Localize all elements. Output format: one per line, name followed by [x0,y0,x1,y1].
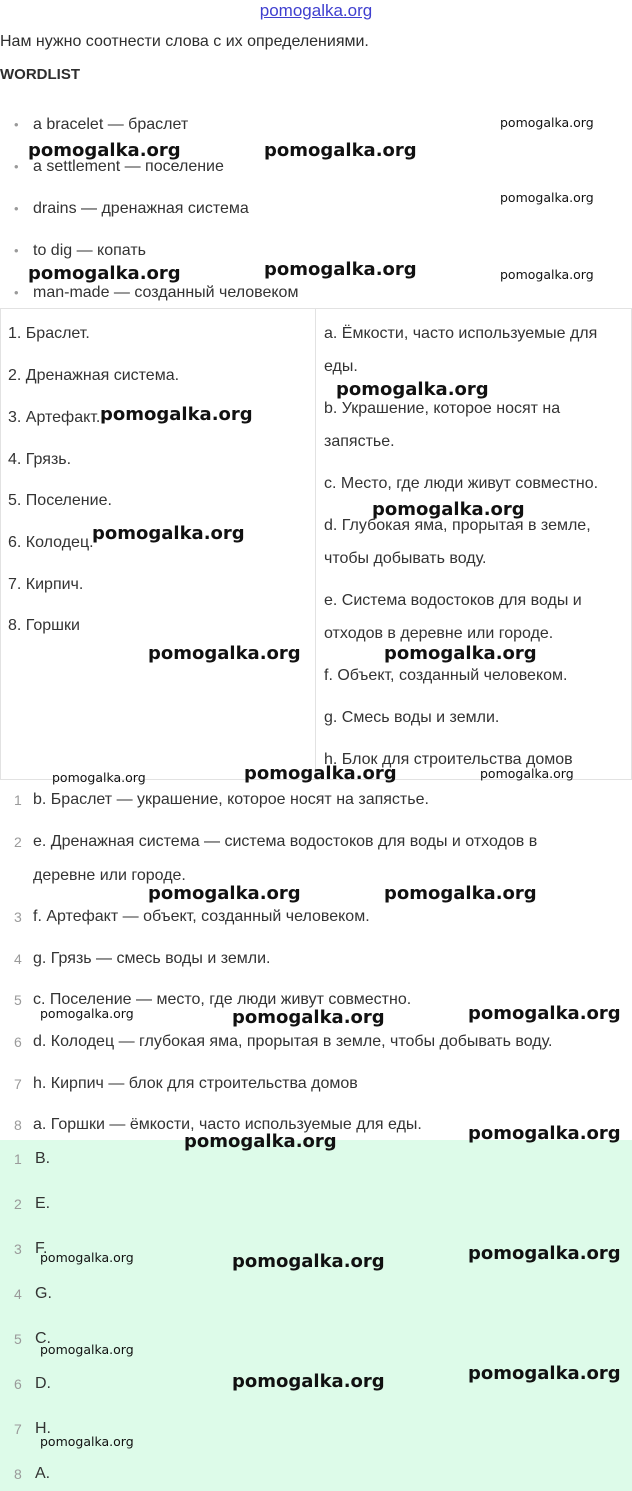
matching-right-item: h. Блок для строительства домов [324,751,573,768]
watermark: pomogalka.org [40,1434,134,1449]
matching-left-item: 8. Горшки [8,617,80,634]
watermark: pomogalka.org [40,1342,134,1357]
final-answer-number: 6 [14,1376,22,1392]
watermark: pomogalka.org [40,1006,134,1021]
final-answer-letter: H. [35,1420,51,1437]
answer-text: d. Колодец — глубокая яма, прорытая в земле, чтобы добывать воду. [33,1033,553,1050]
final-answer-row [0,1191,632,1221]
watermark: pomogalka.org [264,259,417,280]
matching-right-item: a. Ёмкости, часто используемые для еды. [324,325,598,375]
final-answer-number: 8 [14,1466,22,1482]
watermark: pomogalka.org [232,1007,385,1028]
intro-text: Нам нужно соотнести слова с их определениями. [0,33,369,50]
final-answer-number: 4 [14,1286,22,1302]
answer-text: b. Браслет — украшение, которое носят на запястье. [33,791,429,808]
watermark: pomogalka.org [500,190,594,205]
watermark: pomogalka.org [100,404,253,425]
matching-left-item: 1. Браслет. [8,325,90,342]
watermark: pomogalka.org [232,1371,385,1392]
answer-number: 4 [14,951,22,967]
answer-text: h. Кирпич — блок для строительства домов [33,1075,358,1092]
matching-left-item: 7. Кирпич. [8,576,84,593]
watermark: pomogalka.org [264,140,417,161]
answer-number: 2 [14,834,22,850]
wordlist-item: • a settlement — поселение [14,149,298,191]
matching-left-column [1,309,316,779]
answer-number: 1 [14,792,22,808]
matching-right-item: f. Объект, созданный человеком. [324,667,568,684]
answer-number: 7 [14,1076,22,1092]
matching-table [0,308,632,780]
final-answer-row [0,1461,632,1491]
matching-left-item: 4. Грязь. [8,451,72,468]
wordlist-item: • a bracelet — браслет [14,107,298,149]
watermark: pomogalka.org [28,140,181,161]
watermark: pomogalka.org [92,523,245,544]
watermark: pomogalka.org [372,499,525,520]
matching-right-item: g. Смесь воды и земли. [324,709,500,726]
watermark: pomogalka.org [184,1131,337,1152]
watermark: pomogalka.org [384,883,537,904]
matching-left-item: 3. Артефакт. [8,409,101,426]
final-answer-letter: C. [35,1330,51,1347]
final-answer-number: 5 [14,1331,22,1347]
answer-number: 6 [14,1034,22,1050]
matching-left-item: 5. Поселение. [8,492,112,509]
wordlist-item: • man-made — созданный человеком [14,275,298,317]
wordlist [14,107,298,317]
answer-text: e. Дренажная система — система водостоков для воды и отходов в деревне или городе. [33,833,538,884]
answer-text: g. Грязь — смесь воды и земли. [33,950,271,967]
final-answer-letter: B. [35,1150,51,1167]
wordlist-item: • to dig — копать [14,233,298,275]
final-answer-number: 1 [14,1151,22,1167]
answer-number: 3 [14,909,22,925]
matching-right-item: e. Система водостоков для воды и отходов в деревне или городе. [324,592,582,642]
final-answer-letter: F. [35,1240,48,1257]
final-answer-number: 2 [14,1196,22,1212]
final-answer-letter: A. [35,1465,51,1482]
watermark: pomogalka.org [468,1003,621,1024]
answer-number: 8 [14,1117,22,1133]
final-answer-letter: G. [35,1285,52,1302]
answer-number: 5 [14,992,22,1008]
watermark: pomogalka.org [384,643,537,664]
final-answer-number: 3 [14,1241,22,1257]
watermark: pomogalka.org [480,766,574,781]
watermark: pomogalka.org [232,1251,385,1272]
final-answer-letter: E. [35,1195,51,1212]
watermark: pomogalka.org [148,643,301,664]
matching-left-item: 6. Колодец. [8,534,94,551]
watermark: pomogalka.org [148,883,301,904]
final-answer-letter: D. [35,1375,51,1392]
matching-right-item: b. Украшение, которое носят на запястье. [324,400,561,450]
watermark: pomogalka.org [468,1123,621,1144]
matching-right-item: c. Место, где люди живут совместно. [324,475,599,492]
matching-left-item: 2. Дренажная система. [8,367,180,384]
watermark: pomogalka.org [468,1243,621,1264]
watermark: pomogalka.org [40,1250,134,1265]
watermark: pomogalka.org [500,115,594,130]
watermark: pomogalka.org [28,263,181,284]
wordlist-item: • drains — дренажная система [14,191,298,233]
watermark: pomogalka.org [336,379,489,400]
watermark: pomogalka.org [500,267,594,282]
watermark: pomogalka.org [52,770,146,785]
watermark: pomogalka.org [468,1363,621,1384]
answer-text: a. Горшки — ёмкости, часто используемые для еды. [33,1116,422,1133]
matching-right-item: d. Глубокая яма, прорытая в земле, чтобы добывать воду. [324,517,591,567]
final-answer-number: 7 [14,1421,22,1437]
wordlist-title: WORDLIST [0,66,80,83]
watermark: pomogalka.org [244,763,397,784]
answer-text: f. Артефакт — объект, созданный человеком. [33,908,370,925]
answer-text: c. Поселение — место, где люди живут совместно. [33,991,412,1008]
final-answer-row [0,1281,632,1311]
site-link[interactable]: pomogalka.org [259,1,373,20]
